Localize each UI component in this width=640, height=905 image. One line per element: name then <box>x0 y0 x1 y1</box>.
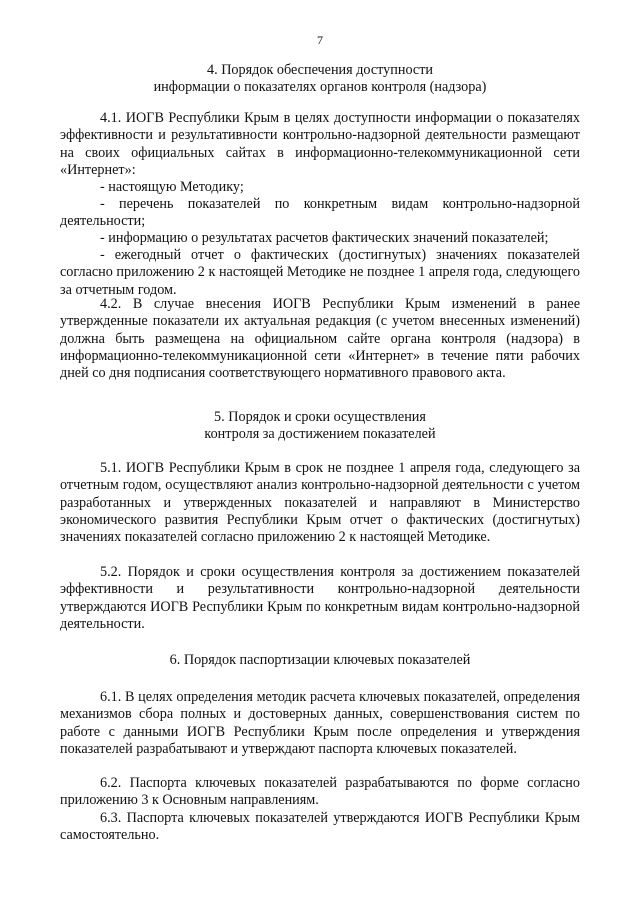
list-item-calculation-results: - информацию о результатах расчетов фактических значений показателей; <box>100 230 549 246</box>
section-5-heading <box>60 409 580 443</box>
paragraph-5-2: 5.2. Порядок и сроки осуществления контроля за достижением показателей эффективности и результативности контрольно-надзорной деятельности утверждаются ИОГВ Республики Крым по конкретным видам контрольно-надзорной деятельности. <box>60 564 580 632</box>
paragraph-6-3: 6.3. Паспорта ключевых показателей утверждаются ИОГВ Республики Крым самостоятельно. <box>60 810 580 844</box>
paragraph-5-1: 5.1. ИОГВ Республики Крым в срок не позднее 1 апреля года, следующего за отчетным годом, осуществляют анализ контрольно-надзорной деятельности с учетом разработанных и утвержденных показателей и направляют в Министерство экономического развития Республики Крым отчет о фактических (достигнутых) значениях показателей согласно приложению 2 к настоящей Методике. <box>60 460 580 546</box>
section-6-title-line-1: 6. Порядок паспортизации ключевых показателей <box>169 652 471 668</box>
paragraph-4-2: 4.2. В случае внесения ИОГВ Республики Крым изменений в ранее утвержденные показатели их актуальная редакция (с учетом внесенных изменений) должна быть размещена на официальном сайте органа контроля (надзора) в информационно-телекоммуникационной сети «Интернет» в течение пяти рабочих дней со дня подписания соответствующего нормативного правового акта. <box>60 296 580 382</box>
paragraph-6-1: 6.1. В целях определения методик расчета ключевых показателей, определения механизмов сбора полных и достоверных данных, совершенствования систем по работе с данными ИОГВ Республики Крым после определения и утверждения показателей разрабатывают и утверждают паспорта ключевых показателей. <box>60 689 580 757</box>
paragraph-6-2: 6.2. Паспорта ключевых показателей разрабатываются по форме согласно приложению 3 к Основным направлениям. <box>60 775 580 809</box>
section-5-title-line-2: контроля за достижением показателей <box>204 426 436 442</box>
list-item-annual-report: - ежегодный отчет о фактических (достигнутых) значениях показателей согласно приложению 2 к настоящей Методике не позднее 1 апреля года, следующего за отчетным годом. <box>60 247 580 298</box>
section-4-title-line-1: 4. Порядок обеспечения доступности <box>207 62 433 78</box>
list-item-indicator-list: - перечень показателей по конкретным видам контрольно-надзорной деятельности; <box>60 196 580 230</box>
section-5-title-line-1: 5. Порядок и сроки осуществления <box>214 409 426 425</box>
section-6-heading <box>60 652 580 669</box>
section-4-heading <box>60 62 580 96</box>
paragraph-4-1: 4.1. ИОГВ Республики Крым в целях доступности информации о показателях эффективности и результативности контрольно-надзорной деятельности размещают на своих официальных сайтах в информационно-телекоммуникационной сети «Интернет»: <box>60 110 580 178</box>
section-4-title-line-2: информации о показателях органов контроля (надзора) <box>153 79 487 95</box>
page-number: 7 <box>317 33 323 47</box>
list-item-methodology: - настоящую Методику; <box>100 179 244 195</box>
